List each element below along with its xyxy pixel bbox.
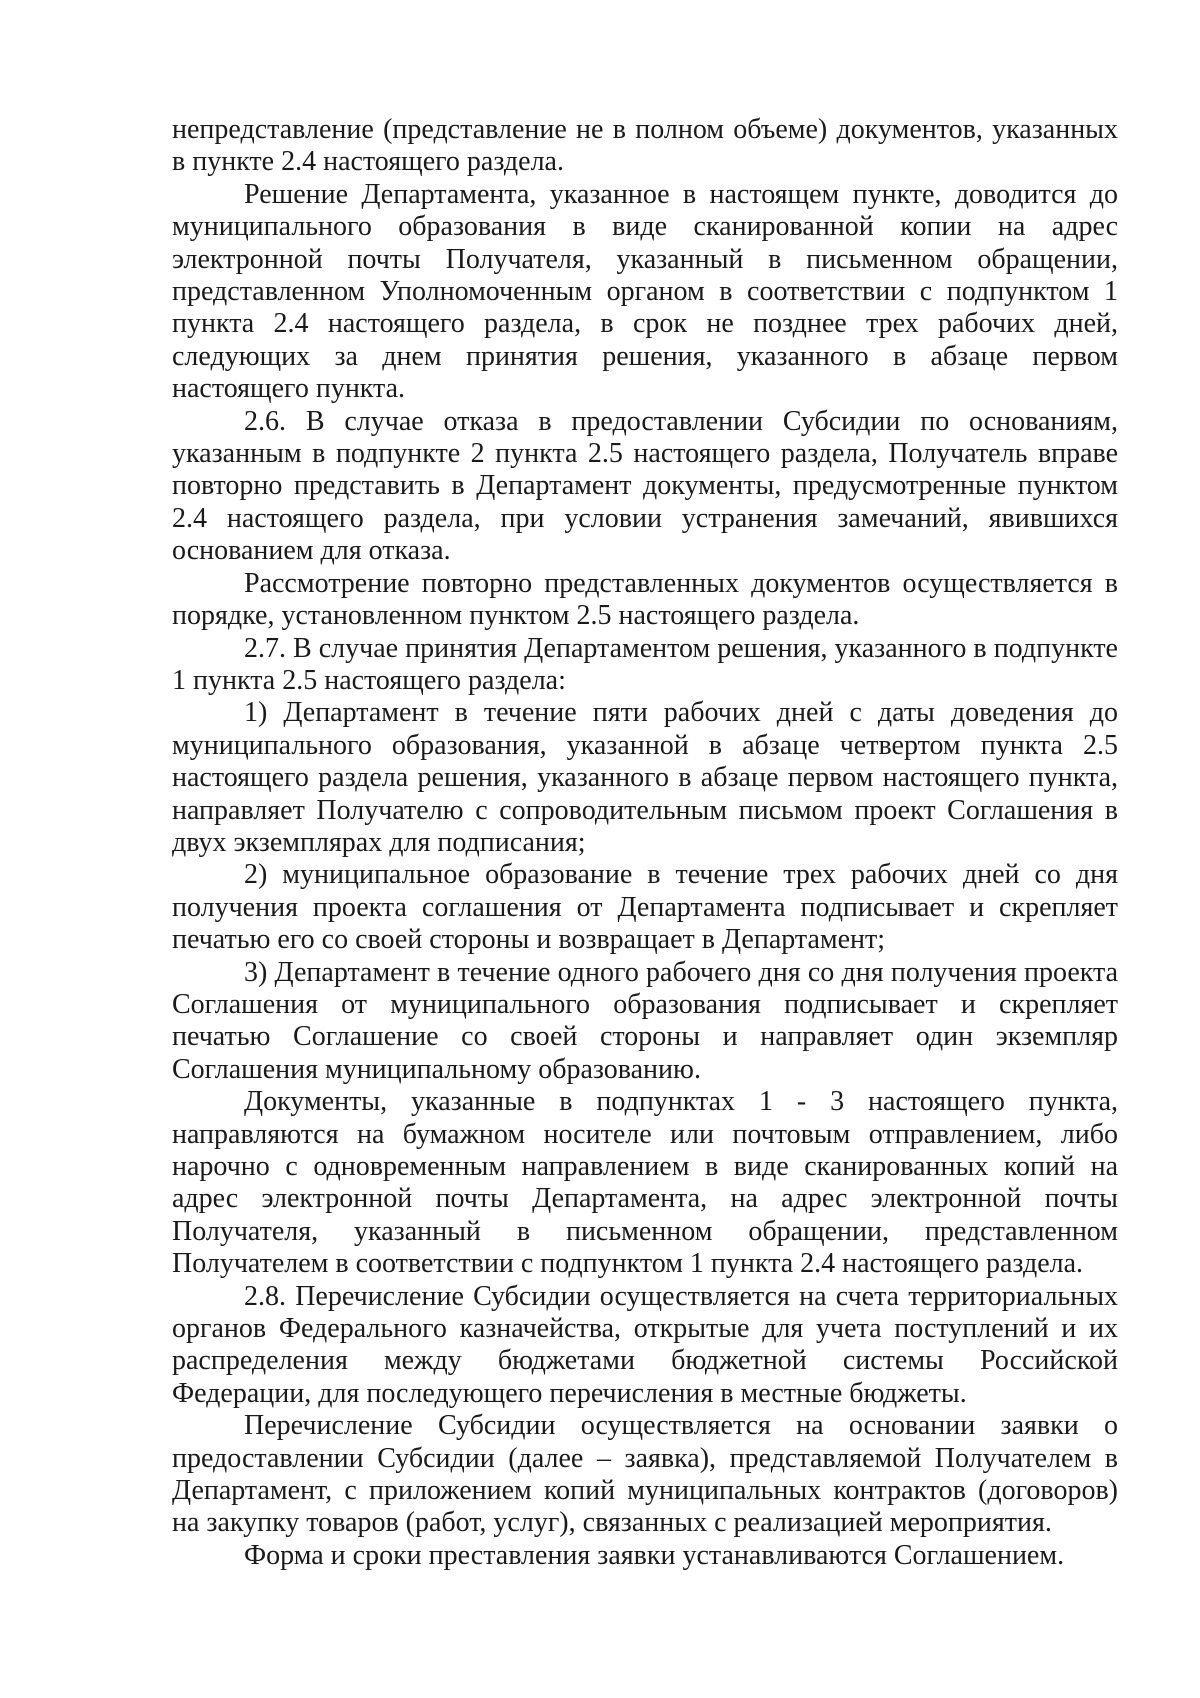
paragraph-5: 2.7. В случае принятия Департаментом решения, указанного в подпункте 1 пункта 2.5 настоящего раздела: [172,632,1118,696]
paragraph-8: 3) Департамент в течение одного рабочего дня со дня получения проекта Соглашения от муниципального образования подписывает и скрепляет печатью Соглашение со своей стороны и направляет один экземпляр Соглашения муниципальному образованию. [172,956,1118,1085]
document-page [172,114,1118,1572]
paragraph-12: Форма и сроки преставления заявки устанавливаются Соглашением. [244,1539,1065,1571]
paragraph-9: Документы, указанные в подпунктах 1 - 3 настоящего пункта, направляются на бумажном носителе или почтовым отправлением, либо нарочно с одновременным направлением в виде сканированных копий на адрес электронной почты Департамента, на адрес электронной почты Получателя, указанный в письменном обращении, представленном Получателем в соответствии с подпунктом 1 пункта 2.4 настоящего раздела. [172,1086,1118,1280]
paragraph-6: 1) Департамент в течение пяти рабочих дней с даты доведения до муниципального образования, указанной в абзаце четвертом пункта 2.5 настоящего раздела решения, указанного в абзаце первом настоящего пункта, направляет Получателю с сопроводительным письмом проект Соглашения в двух экземплярах для подписания; [172,697,1118,858]
paragraph-4: Рассмотрение повторно представленных документов осуществляется в порядке, установленном пунктом 2.5 настоящего раздела. [172,567,1118,632]
paragraph-2: Решение Департамента, указанное в настоящем пункте, доводится до муниципального образования в виде сканированной копии на адрес электронной почты Получателя, указанный в письменном обращении, представленном Уполномоченным органом в соответствии с подпунктом 1 пункта 2.4 настоящего раздела, в срок не позднее трех рабочих дней, следующих за днем принятия решения, указанного в абзаце первом настоящего пункта. [172,178,1118,405]
paragraph-11: Перечисление Субсидии осуществляется на основании заявки о предоставлении Субсидии (далее – заявка), представляемой Получателем в Департамент, с приложением копий муниципальных контрактов (договоров) на закупку товаров (работ, услуг), связанных с реализацией мероприятия. [172,1410,1118,1539]
paragraph-7: 2) муниципальное образование в течение трех рабочих дней со дня получения проекта соглашения от Департамента подписывает и скрепляет печатью его со своей стороны и возвращает в Департамент; [172,859,1118,956]
paragraph-10: 2.8. Перечисление Субсидии осуществляется на счета территориальных органов Федерального казначейства, открытые для учета поступлений и их распределения между бюджетами бюджетной системы Российской Федерации, для последующего перечисления в местные бюджеты. [172,1280,1118,1409]
paragraph-1: непредставление (представление не в полном объеме) документов, указанных в пункте 2.4 настоящего раздела. [172,114,1118,178]
paragraph-3: 2.6. В случае отказа в предоставлении Субсидии по основаниям, указанным в подпункте 2 пункта 2.5 настоящего раздела, Получатель вправе повторно представить в Департамент документы, предусмотренные пунктом 2.4 настоящего раздела, при условии устранения замечаний, явившихся основанием для отказа. [172,405,1118,567]
